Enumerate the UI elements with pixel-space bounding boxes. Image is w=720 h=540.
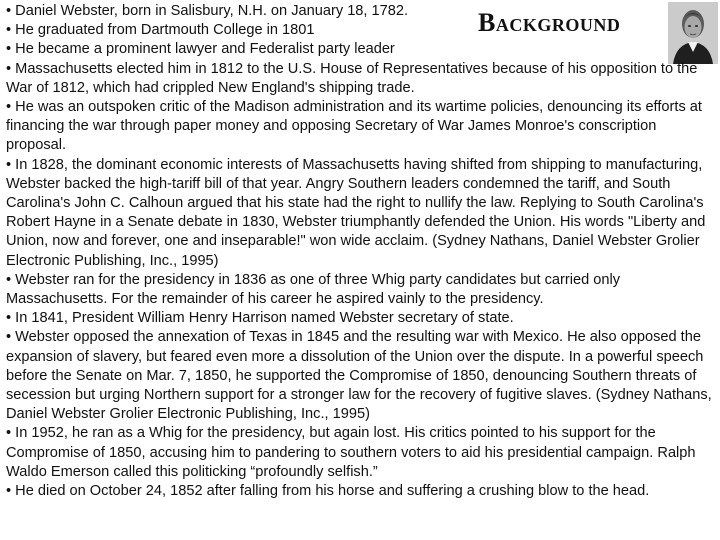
bullet-item: • Webster ran for the presidency in 1836 as one of three Whig party candidates but carried only Massachusetts. For the remainder of his career he aspired vainly to the presidency. (6, 271, 621, 308)
bullet-text-body (6, 2, 716, 501)
slide-title: Background (478, 8, 621, 37)
bullet-item: • He graduated from Dartmouth College in 1801 (6, 22, 315, 39)
bullet-item: • Massachusetts elected him in 1812 to the U.S. House of Representatives because of his opposition to the War of 1812, which had crippled New England's shipping trade. (6, 60, 698, 96)
bullet-item: • Webster opposed the annexation of Texas in 1845 and the resulting war with Mexico. He also opposed the expansion of slavery, but feared even more a dissolution of the Union over the dispute. In a powerful speech before the Senate on Mar. 7, 1850, he supported the Compromise of 1850, denouncing Southern threats of secession but urging Northern support for a stronger law for the recovery of fugitive slaves. (Sydney Nathans, Daniel Webster Grolier Electronic Publishing, Inc., 1995) (6, 329, 712, 423)
bullet-item: • He was an outspoken critic of the Madison administration and its wartime policies, denouncing its efforts at financing the war through paper money and opposing Secretary of War James Monroe's conscription proposal. (6, 99, 702, 154)
bullet-item: • In 1828, the dominant economic interests of Massachusetts having shifted from shipping to manufacturing, Webster backed the high-tariff bill of that year. Angry Southern leaders condemned the tariff, and South Carolina's John C. Calhoun argued that his state had the right to nullify the law. Replying to South Carolina's Robert Hayne in a Senate debate in 1830, Webster triumphantly defended the Union. His words "Liberty and Union, now and forever, one and inseparable!" won wide acclaim. (Sydney Nathans, Daniel Webster Grolier Electronic Publishing, Inc., 1995) (6, 156, 706, 269)
bullet-item: • Daniel Webster, born in Salisbury, N.H. on January 18, 1782. (6, 3, 409, 19)
bullet-item: • He died on October 24, 1852 after falling from his horse and suffering a crushing blow to the head. (6, 483, 650, 500)
bullet-item: • In 1952, he ran as a Whig for the presidency, but again lost. His critics pointed to his support for the Compromise of 1850, accusing him to pandering to southern voters to aid his presidential campaign. Ralph Waldo Emerson called this politicking “profoundly selfish.” (6, 425, 696, 480)
bullet-item: • He became a prominent lawyer and Federalist party leader (6, 41, 395, 58)
bullet-item: • In 1841, President William Henry Harrison named Webster secretary of state. (6, 310, 514, 327)
